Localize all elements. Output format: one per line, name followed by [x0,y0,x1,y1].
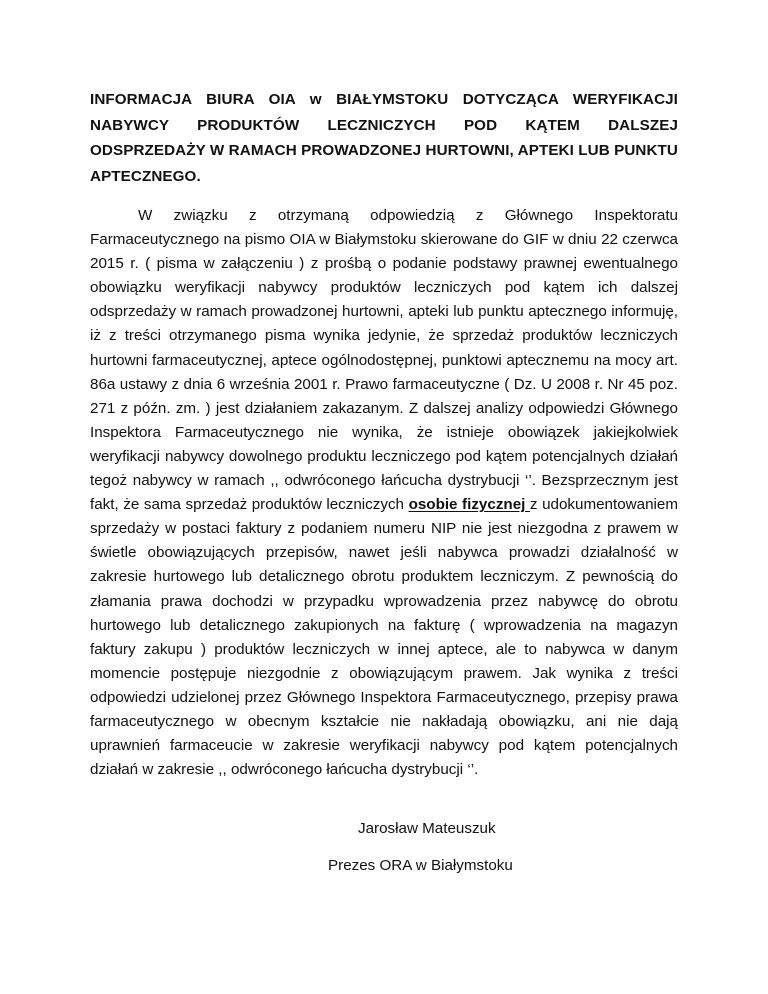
signature-name: Jarosław Mateuszuk [358,820,496,837]
body-text-part1: W związku z otrzymaną odpowiedzią z Głównego Inspektoratu Farmaceutycznego na pismo OIA w Białymstoku skierowane do GIF w dniu 22 czerwca 2015 r. ( pisma w załączeniu ) z prośbą o podanie podstawy prawnej ewentualnego obowiązku weryfikacji nabywcy produktów leczniczych pod kątem ich dalszej odsprzedaży w ramach prowadzonej hurtowni, apteki lub punktu aptecznego informuję, iż z treści otrzymanego pisma wynika jedynie, że sprzedaż produktów leczniczych hurtowni farmaceutycznej, aptece ogólnodostępnej, punktowi aptecznemu na mocy art. 86a ustawy z dnia 6 września 2001 r. Prawo farmaceutyczne ( Dz. U 2008 r. Nr 45 poz. 271 z późn. zm. ) jest działaniem zakazanym. Z dalszej analizy odpowiedzi Głównego Inspektora Farmaceutycznego nie wynika, że istnieje obowiązek jakiejkolwiek weryfikacji nabywcy dowolnego produktu leczniczego pod kątem potencjalnych działań tegoż nabywcy w ramach ,, odwróconego łańcucha dystrybucji ‘’. Bezsprzecznym jest fakt, że sama sprzedaż produktów leczniczych [90,207,678,514]
signature-role: Prezes ORA w Białymstoku [328,857,513,874]
body-text-part2: z udokumentowaniem sprzedaży w postaci faktury z podaniem numeru NIP nie jest niezgodna z prawem w świetle obowiązujących przepisów, nawet jeśli nabywca prowadzi działalność w zakresie hurtowego lub detalicznego obrotu produktem leczniczym. Z pewnością do złamania prawa dochodzi w przypadku wprowadzenia przez nabywcę do obrotu hurtowego lub detalicznego zakupionych na fakturę ( wprowadzenia na magazyn faktury zakupu ) produktów leczniczych w innej aptece, ale to nabywca w danym momencie postępuje niezgodnie z obowiązującym prawem. Jak wynika z treści odpowiedzi udzielonej przez Głównego Inspektora Farmaceutycznego, przepisy prawa farmaceutycznego w obecnym kształcie nie nakładają obowiązku, ani nie dają uprawnień farmaceucie w zakresie weryfikacji nabywcy pod kątem potencjalnych działań w zakresie ,, odwróconego łańcucha dystrybucji ‘’. [90,496,678,779]
body-emphasis: osobie fizycznej [408,496,530,514]
document-title: INFORMACJA BIURA OIA w BIAŁYMSTOKU DOTYCZĄCA WERYFIKACJI NABYWCY PRODUKTÓW LECZNICZYCH POD KĄTEM DALSZEJ ODSPRZEDAŻY W RAMACH PROWADZONEJ HURTOWNI, APTEKI LUB PUNKTU APTECZNEGO. [90,91,678,185]
document-body [90,204,678,782]
